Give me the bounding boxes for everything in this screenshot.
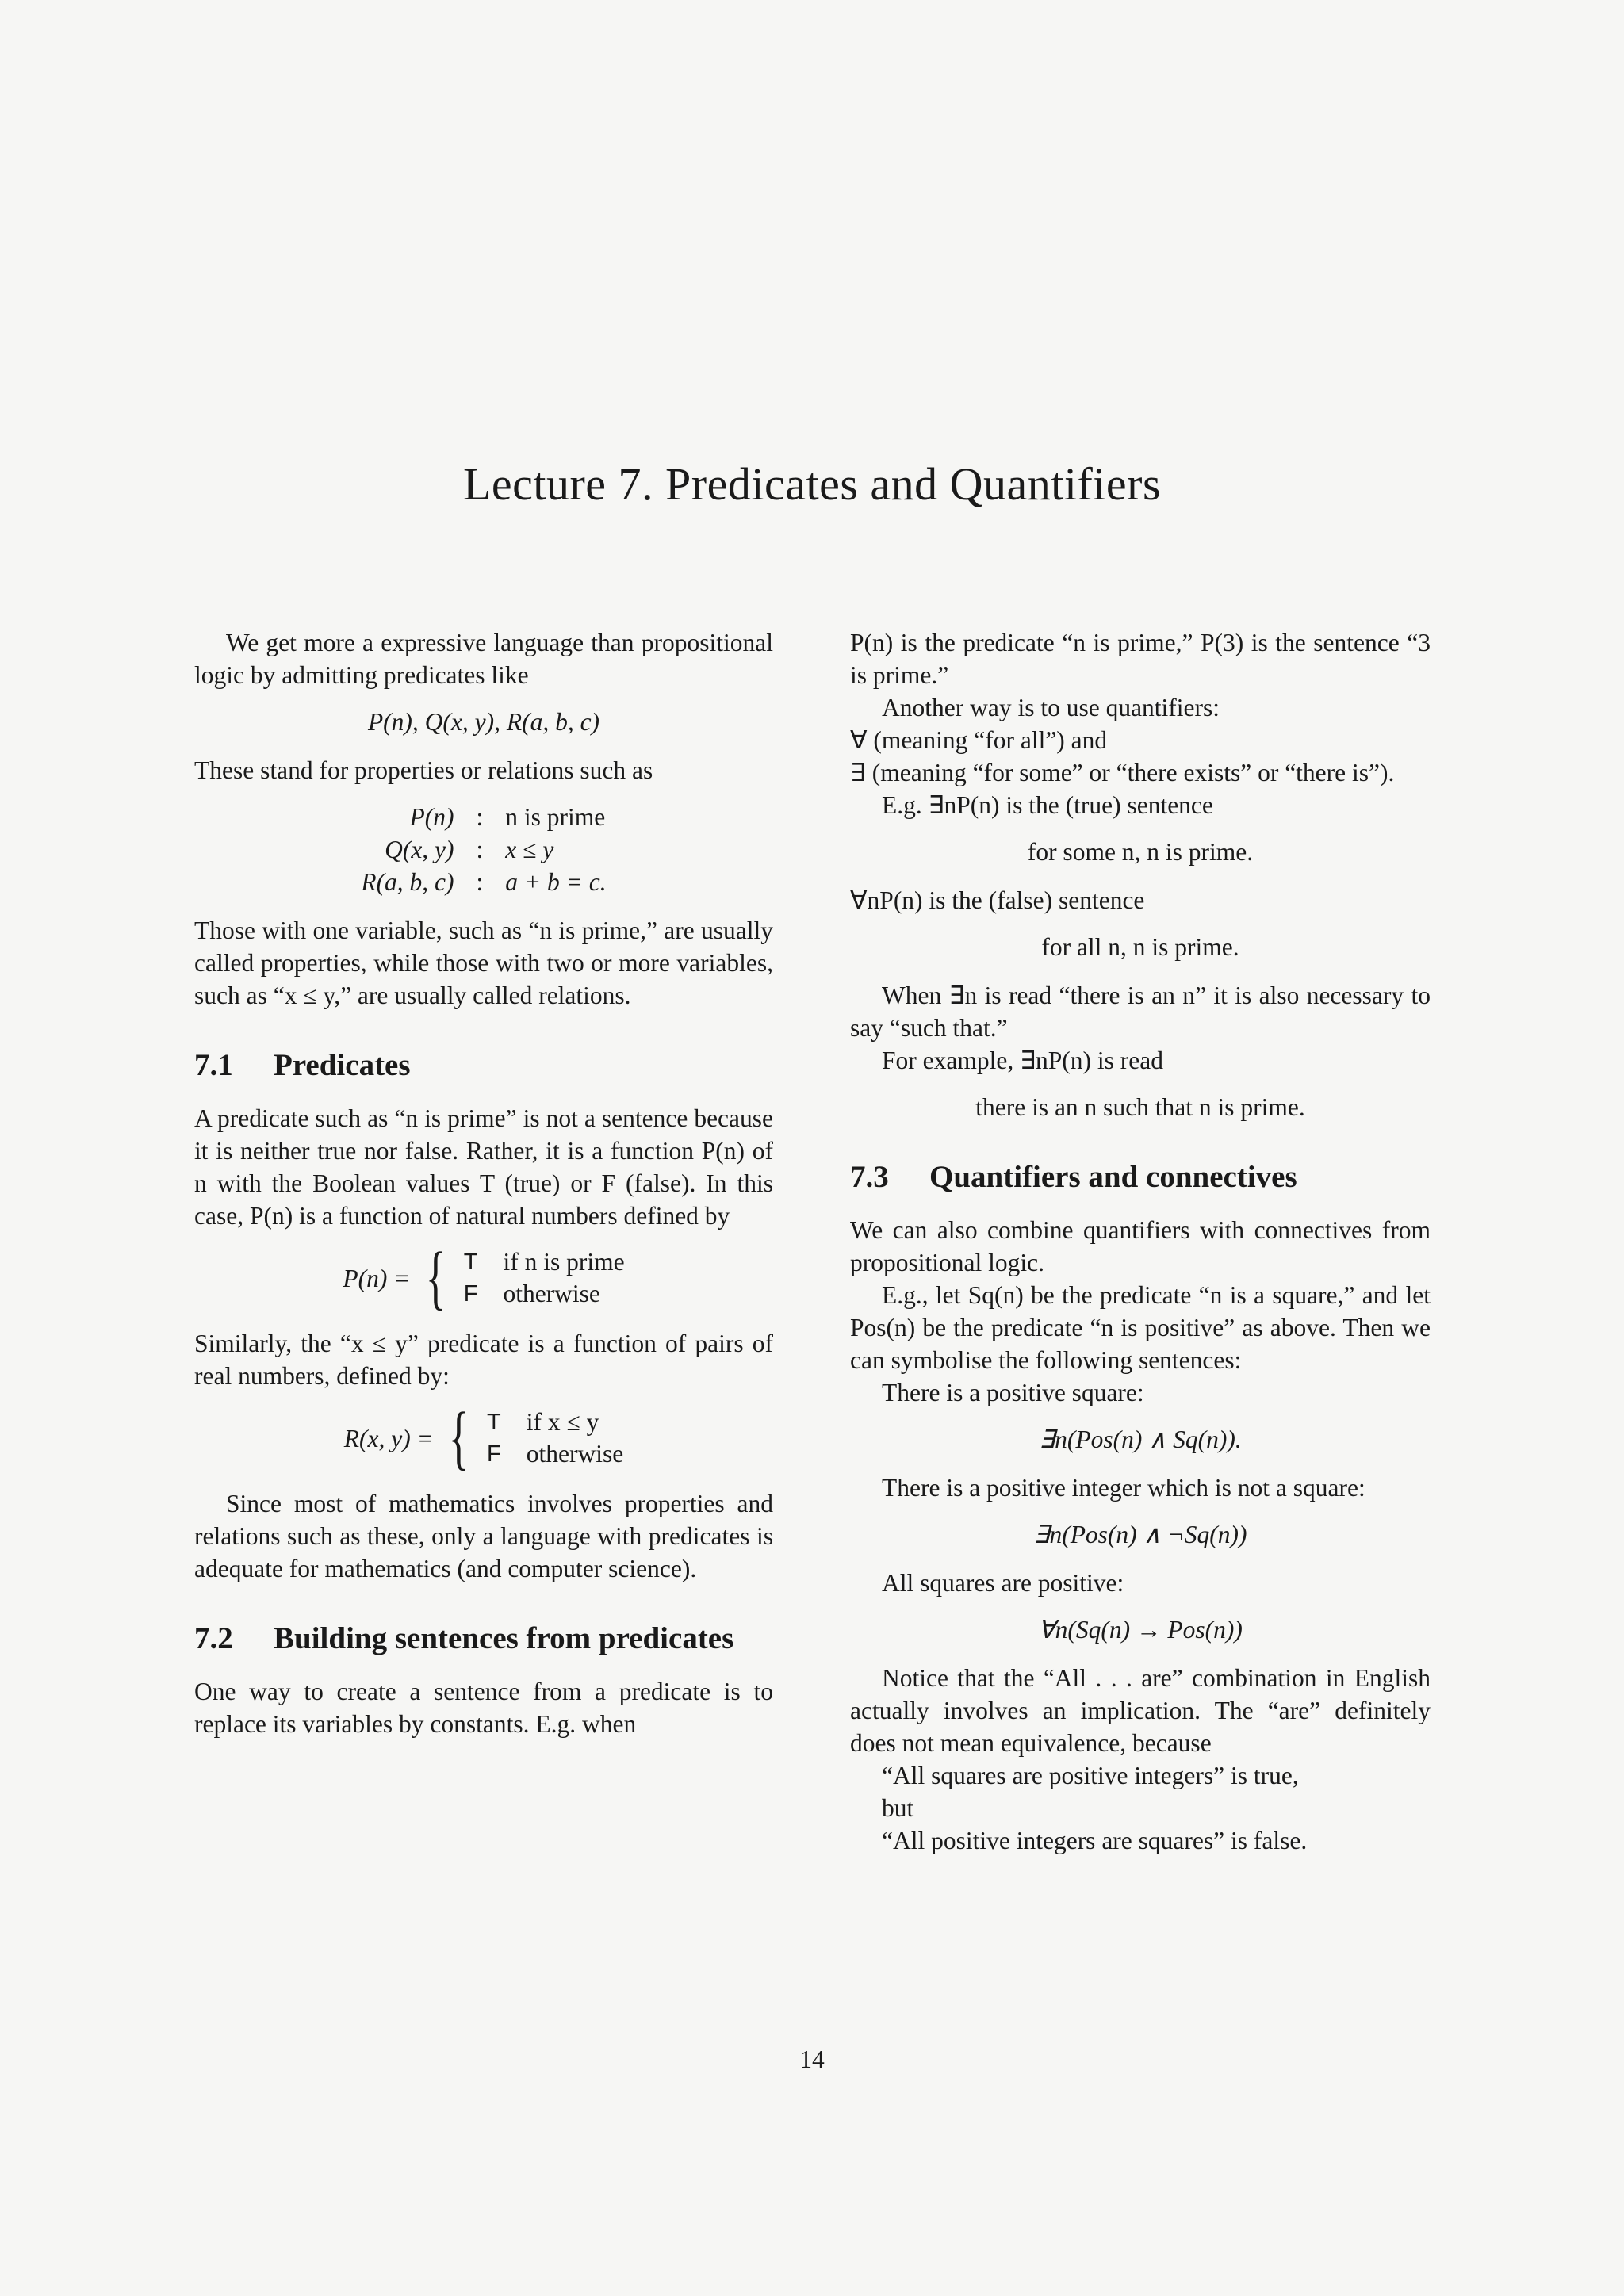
left-column (194, 626, 773, 1740)
section-number: 7.1 (194, 1048, 233, 1082)
formula: ∃n(Pos(n) ∧ Sq(n)). (1039, 1425, 1242, 1453)
properties-relations-paragraph: Those with one variable, such as “n is prime,” are usually called properties, while those with two or more variables, such as “x ≤ y,” are usually called relations. (194, 916, 773, 1009)
intro-paragraph: We get more a expressive language than propositional logic by admitting predicates like (194, 629, 773, 689)
case-value: T (463, 1249, 478, 1275)
formula: ∃n(Pos(n) ∧ ¬Sq(n)) (1033, 1521, 1247, 1548)
forall-line: ∀ (meaning “for all”) and (850, 726, 1108, 754)
all-squares-line: All squares are positive: (882, 1569, 1124, 1597)
case-value: T (487, 1410, 501, 1435)
quote-true: “All squares are positive integers” is true, (882, 1762, 1299, 1789)
sq-pos-paragraph: E.g., let Sq(n) be the predicate “n is a square,” and let Pos(n) be the predicate “n is positive” as above. Then we can symbolise the following sentences: (850, 1281, 1431, 1374)
since-paragraph: Since most of mathematics involves properties and relations such as these, only a language with predicates is adequate for mathematics (and computer science). (194, 1490, 773, 1582)
case-rows (464, 1246, 625, 1310)
such-that-paragraph: When ∃n is read “there is an n” it is also necessary to say “such that.” (850, 982, 1431, 1042)
notice-paragraph: Notice that the “All . . . are” combination in English actually involves an implication. The “are” definitely does not mean equivalence, because (850, 1664, 1431, 1757)
definition-lhs: P(n) (409, 803, 454, 831)
section-heading-7-3 (850, 1158, 1431, 1196)
formula: ∀n(Sq(n) → Pos(n)) (1038, 1616, 1243, 1644)
section-heading-7-1 (194, 1047, 773, 1085)
case-condition: if x ≤ y (526, 1408, 599, 1436)
definition-rhs: a + b = c. (505, 868, 607, 896)
section-number: 7.2 (194, 1621, 233, 1655)
lecture-title: Lecture 7. Predicates and Quantifiers (462, 457, 1162, 510)
section-title: Predicates (274, 1048, 411, 1082)
case-condition: otherwise (503, 1280, 600, 1307)
display-sentence: for some n, n is prime. (1027, 838, 1254, 866)
brace-symbol: { (425, 1238, 446, 1317)
display-sentence: there is an n such that n is prime. (975, 1093, 1305, 1121)
rxy-definition (194, 1399, 773, 1477)
definition-colon: : (476, 868, 484, 896)
definitions-table (361, 801, 606, 898)
intro-formula: P(n), Q(x, y), R(a, b, c) (367, 708, 600, 736)
definition-row (361, 833, 606, 866)
case-value: F (487, 1441, 501, 1467)
definition-row (361, 866, 606, 898)
case-condition: otherwise (526, 1440, 624, 1468)
right-column (850, 626, 1431, 1857)
positive-square-line: There is a positive square: (882, 1379, 1144, 1406)
definition-rhs: n is prime (505, 803, 606, 831)
one-way-paragraph: One way to create a sentence from a predicate is to replace its variables by constants. E.g. when (194, 1678, 773, 1738)
definition-rhs: x ≤ y (505, 836, 554, 863)
exists-line: ∃ (meaning “for some” or “there exists” or “there is”). (850, 759, 1395, 786)
forall-example: ∀nP(n) is the (false) sentence (850, 886, 1145, 914)
exists-example: E.g. ∃nP(n) is the (true) sentence (882, 791, 1213, 819)
definition-colon: : (476, 836, 484, 863)
definition-colon: : (476, 803, 484, 831)
pn-definition (194, 1238, 773, 1317)
definition-row (361, 801, 606, 833)
section-heading-7-2 (194, 1620, 773, 1658)
brace-symbol: { (448, 1399, 469, 1477)
cases-lhs: R(x, y) = (343, 1424, 434, 1452)
section-title: Building sentences from predicates (274, 1621, 734, 1655)
quantifiers-intro: Another way is to use quantifiers: (882, 694, 1220, 721)
predicate-example-paragraph: P(n) is the predicate “n is prime,” P(3) is the sentence “3 is prime.” (850, 629, 1431, 689)
stand-for-paragraph: These stand for properties or relations such as (194, 756, 653, 784)
quote-false: “All positive integers are squares” is false. (882, 1827, 1308, 1854)
section-number: 7.3 (850, 1160, 889, 1194)
cases-lhs: P(n) = (343, 1264, 411, 1292)
definition-lhs: R(a, b, c) (361, 868, 454, 896)
case-value: F (463, 1281, 478, 1307)
not-square-line: There is a positive integer which is not a square: (882, 1474, 1365, 1502)
definition-lhs: Q(x, y) (385, 836, 454, 863)
but-line: but (882, 1794, 914, 1822)
predicate-paragraph: A predicate such as “n is prime” is not a sentence because it is neither true nor false. Rather, it is a function P(n) of n with the Boolean values T (true) or F (false). In this case, P(n) is a function of natural numbers defined by (194, 1104, 773, 1230)
for-example-line: For example, ∃nP(n) is read (882, 1047, 1163, 1074)
page-number: 14 (799, 2045, 825, 2073)
display-sentence: for all n, n is prime. (1041, 933, 1239, 961)
case-rows (487, 1406, 623, 1470)
case-condition: if n is prime (503, 1248, 625, 1276)
similarly-paragraph: Similarly, the “x ≤ y” predicate is a function of pairs of real numbers, defined by: (194, 1330, 773, 1390)
section-title: Quantifiers and connectives (929, 1160, 1297, 1194)
combine-paragraph: We can also combine quantifiers with connectives from propositional logic. (850, 1216, 1431, 1276)
